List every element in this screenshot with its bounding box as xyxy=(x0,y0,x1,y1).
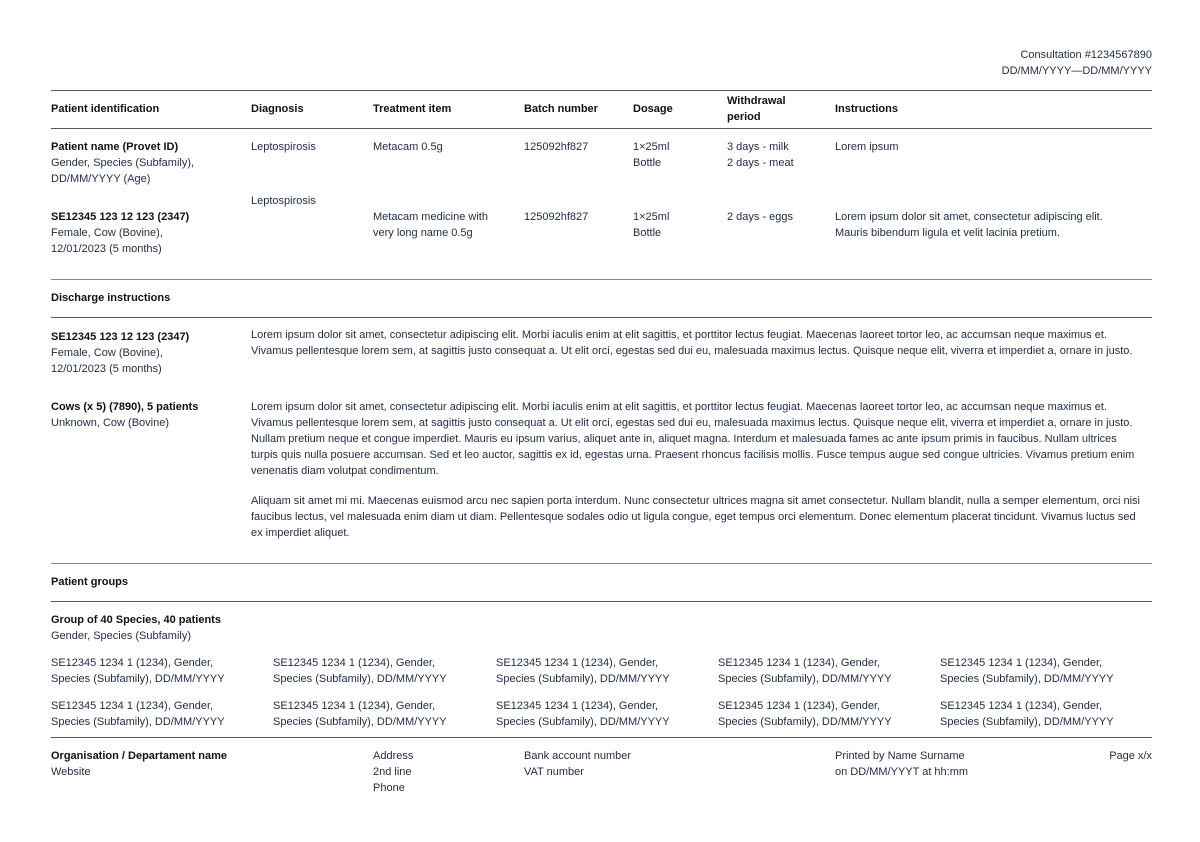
col-patient-identification: Patient identification xyxy=(51,103,160,115)
col-withdrawal-period: Withdrawal period xyxy=(727,95,786,123)
list-item: SE12345 1234 1 (1234), Gender, Species (Subfamily), DD/MM/YYYY xyxy=(940,657,1114,685)
page-number: Page x/x xyxy=(1109,750,1152,762)
discharge-text: Lorem ipsum dolor sit amet, consectetur adipiscing elit. Morbi iaculis enim at elit sagittis, et porttitor lectus feugiat. Maecenas laoreet tortor leo, ac accumsan neque maximus et. Vivamus pellentesque lorem sem, at sagittis justo consequat a. Ut elit orci, egestas sed dui eu, malesuada maximus lectus. Quisque neque elit, viverra et imperdiet a, ornare in justo. Nullam pretium neque et congue imperdiet. Mauris eu ipsum varius, aliquet ante in, aliquet magna. Interdum et malesuada fames ac ante ipsum primis in faucibus. Nullam ultrices turpis quis nulla posuere accumsan. Sed et leo auctor, sagittis ex id, egestas urna. Praesent rhoncus facilisis mollis. Fusce tempus augue sed congue ultricies. Vivamus pretium enim venenatis diam volutpat condimentum. xyxy=(251,401,1135,477)
consultation-header xyxy=(752,47,1152,79)
row-treatment-item: Metacam medicine with very long name 0.5g xyxy=(373,211,488,239)
footer-organisation: Organisation / Departament name Website xyxy=(51,750,228,778)
group-name: Group of 40 Species, 40 patients xyxy=(51,614,221,626)
group-header xyxy=(51,612,221,644)
row-withdrawal: 2 days - eggs xyxy=(727,211,794,223)
discharge-text: Aliquam sit amet mi mi. Maecenas euismod arcu nec sapien porta interdum. Nunc consectetur ultrices magna sit amet consectetur. Nullam blandit, nulla a semper elementum, orci nisi faucibus lectus, vel malesuada enim diam ut diam. Pellentesque sodales odio ut ligula congue, eget tempus orci elementum. Donec elementum placerat tincidunt. Vivamus luctus sed ex imperdiet aliquet. xyxy=(251,495,1140,539)
discharge-patient: Cows (x 5) (7890), 5 patients Unknown, Cow (Bovine) xyxy=(51,401,199,429)
group-sub: Gender, Species (Subfamily) xyxy=(51,630,192,642)
divider xyxy=(51,90,1152,91)
col-instructions: Instructions xyxy=(835,103,898,115)
list-item: SE12345 1234 1 (1234), Gender, Species (Subfamily), DD/MM/YYYY xyxy=(273,657,447,685)
divider xyxy=(51,317,1152,318)
row-batch-number: 125092hf827 xyxy=(524,141,589,153)
discharge-text: Lorem ipsum dolor sit amet, consectetur adipiscing elit. Morbi iaculis enim at elit sagittis, et porttitor lectus feugiat. Maecenas laoreet tortor leo, ac accumsan neque maximus et. Vivamus pellentesque lorem sem, at sagittis justo consequat a. Ut elit orci, egestas sed dui eu, malesuada maximus lectus. Quisque neque elit, viverra et imperdiet a, ornare in justo. xyxy=(251,329,1133,357)
consultation-date-range: DD/MM/YYYY—DD/MM/YYYY xyxy=(1001,65,1152,77)
discharge-title: Discharge instructions xyxy=(51,292,171,304)
divider xyxy=(51,601,1152,602)
patient-name: Cows (x 5) (7890), 5 patients xyxy=(51,401,199,413)
table-row-patient: Patient name (Provet ID) Gender, Species (Subfamily), DD/MM/YYYY (Age) xyxy=(51,141,195,185)
list-item: SE12345 1234 1 (1234), Gender, Species (Subfamily), DD/MM/YYYY xyxy=(496,657,670,685)
row-diagnosis: Leptospirosis xyxy=(251,195,316,207)
divider xyxy=(51,563,1152,564)
footer-printed: Printed by Name Surname on DD/MM/YYYT at hh:mm xyxy=(835,750,969,778)
row-batch-number: 125092hf827 xyxy=(524,211,589,223)
table-row-patient: SE12345 123 12 123 (2347) Female, Cow (Bovine), 12/01/2023 (5 months) xyxy=(51,211,190,255)
discharge-patient: SE12345 123 12 123 (2347) Female, Cow (Bovine), 12/01/2023 (5 months) xyxy=(51,331,190,375)
row-diagnosis: Leptospirosis xyxy=(251,141,316,153)
patient-name: Patient name (Provet ID) xyxy=(51,141,179,153)
list-item: SE12345 1234 1 (1234), Gender, Species (Subfamily), DD/MM/YYYY xyxy=(273,700,447,728)
row-withdrawal: 3 days - milk 2 days - meat xyxy=(727,141,794,169)
list-item: SE12345 1234 1 (1234), Gender, Species (Subfamily), DD/MM/YYYY xyxy=(51,657,225,685)
row-treatment-item: Metacam 0.5g xyxy=(373,141,443,153)
patient-name: SE12345 123 12 123 (2347) xyxy=(51,331,190,343)
footer-bank: Bank account number VAT number xyxy=(524,750,632,778)
row-instructions: Lorem ipsum xyxy=(835,141,899,153)
col-diagnosis: Diagnosis xyxy=(251,103,304,115)
list-item: SE12345 1234 1 (1234), Gender, Species (Subfamily), DD/MM/YYYY xyxy=(718,657,892,685)
row-dosage: 1×25ml Bottle xyxy=(633,211,670,239)
row-instructions: Lorem ipsum dolor sit amet, consectetur adipiscing elit. Mauris bibendum ligula et velit lacinia pretium. xyxy=(835,211,1103,239)
row-dosage: 1×25ml Bottle xyxy=(633,141,670,169)
list-item: SE12345 1234 1 (1234), Gender, Species (Subfamily), DD/MM/YYYY xyxy=(940,700,1114,728)
list-item: SE12345 1234 1 (1234), Gender, Species (Subfamily), DD/MM/YYYY xyxy=(718,700,892,728)
patient-groups-title: Patient groups xyxy=(51,576,129,588)
col-dosage: Dosage xyxy=(633,103,673,115)
consultation-number: Consultation #1234567890 xyxy=(1020,49,1152,61)
divider xyxy=(51,737,1152,738)
patient-name: SE12345 123 12 123 (2347) xyxy=(51,211,190,223)
col-batch-number: Batch number xyxy=(524,103,598,115)
col-treatment-item: Treatment item xyxy=(373,103,452,115)
list-item: SE12345 1234 1 (1234), Gender, Species (Subfamily), DD/MM/YYYY xyxy=(51,700,225,728)
list-item: SE12345 1234 1 (1234), Gender, Species (Subfamily), DD/MM/YYYY xyxy=(496,700,670,728)
divider xyxy=(51,128,1152,129)
divider xyxy=(51,279,1152,280)
footer-address: Address 2nd line Phone xyxy=(373,750,414,794)
